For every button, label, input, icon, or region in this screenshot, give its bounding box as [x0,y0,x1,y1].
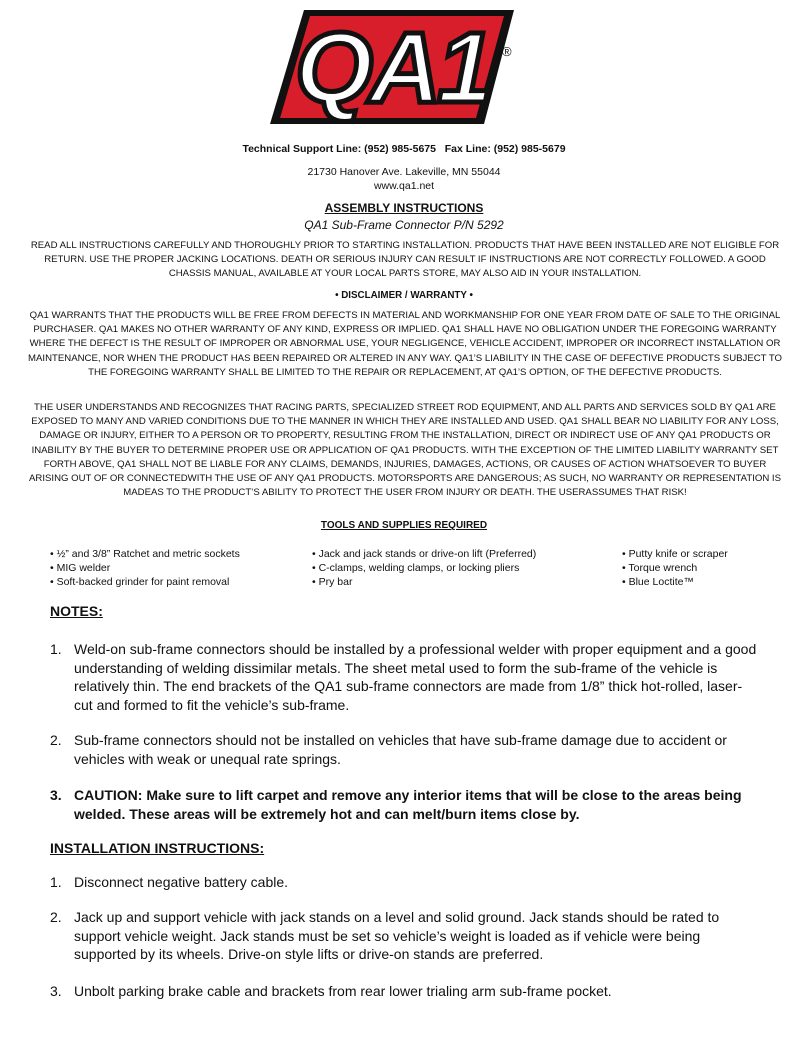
tool-item: • C-clamps, welding clamps, or locking pliers [312,562,520,574]
install-step [50,873,760,892]
user-liability-paragraph: THE USER UNDERSTANDS AND RECOGNIZES THAT RACING PARTS, SPECIALIZED STREET ROD EQUIPMENT, AND ALL PARTS AND SERVICES SOLD BY QA1 ARE EXPOSED TO MANY AND VARIED CONDITIONS DUE TO THE MANNER IN WHICH THEY ARE INSTALLED AND USED. QA1 SHALL BEAR NO LIABILITY FOR ANY LOSS, DAMAGE OR INJURY, EITHER TO A PERSON OR TO PROPERTY, RESULTING FROM THE INSTALLATION, DIRECT OR INDIRECT USE OF ANY QA1 PRODUCTS OR INABILITY BY THE BUYER TO DETERMINE PROPER USE OR APPLICATION OF QA1 PRODUCTS. WITH THE EXCEPTION OF THE LIMITED LIABILITY WARRANTY SET FORTH ABOVE, QA1 SHALL NOT BE LIABLE FOR ANY CLAIMS, DEMANDS, INJURIES, DAMAGES, ACTIONS, OR CAUSES OF ACTION WHATSOEVER TO BUYER ARISING OUT OF OR CONNECTEDWITH THE USE OF ANY QA1 PRODUCTS. MOTORSPORTS ARE DANGEROUS; AS SUCH, NO WARRANTY OR REPRESENTATION IS MADEAS TO THE PRODUCT’S ABILITY TO PROTECT THE USER FROM INJURY OR DEATH. THE USERASSUMES THAT RISK! [29,402,781,499]
warranty-paragraph: QA1 WARRANTS THAT THE PRODUCTS WILL BE FREE FROM DEFECTS IN MATERIAL AND WORKMANSHIP FOR ONE YEAR FROM DATE OF SALE TO THE ORIGINAL PURCHASER. QA1 MAKES NO OTHER WARRANTY OF ANY KIND, EXPRESS OR IMPLIED. QA1 SHALL HAVE NO OBLIGATION UNDER THE FOREGOING WARRANTY WHERE THE DEFECT IS THE RESULT OF IMPROPER OR ABNORMAL USE, YOUR NEGLIGENCE, VEHICLE ACCIDENT, IMPROPER OR INCORRECT INSTALLATION OR MAINTENANCE, NOR WHEN THE PRODUCT HAS BEEN REPAIRED OR ALTERED IN ANY WAY. QA1’S LIABILITY IN THE CASE OF DEFECTIVE PRODUCTS SUBJECT TO THE FOREGOING WARRANTY SHALL BE LIMITED TO THE REPAIR OR REPLACEMENT, AT QA1’S OPTION, OF THE DEFECTIVE PRODUCTS. [28,310,782,378]
step-text: Jack up and support vehicle with jack stands on a level and solid ground. Jack stands should be rated to support vehicle weight. Jack stands must be set so vehicle’s weight is loaded as if vehicle were being supported by its wheels. Drive-on style lifts or drive-on stands are preferred. [74,909,720,962]
intro-paragraph: READ ALL INSTRUCTIONS CAREFULLY AND THOROUGHLY PRIOR TO STARTING INSTALLATION. PRODUCTS THAT HAVE BEEN INSTALLED ARE NOT ELIGIBLE FOR RETURN. USE THE PROPER JACKING LOCATIONS. DEATH OR SERIOUS INJURY CAN RESULT IF INSTRUCTIONS ARE NOT CORRECTLY FOLLOWED. A GOOD CHASSIS MANUAL, AVAILABLE AT YOUR LOCAL PARTS STORE, MAY ALSO AID IN YOUR INSTALLATION. [30,240,780,280]
install-step [50,982,760,1001]
step-number: 1. [50,874,62,890]
notes-heading: NOTES: [50,603,103,619]
tool-item: • Soft-backed grinder for paint removal [50,576,230,588]
caution-text: CAUTION: Make sure to lift carpet and remove any interior items that will be close to the areas being welded. These areas will be extremely hot and can melt/burn items close by. [74,787,742,822]
tool-item: • Blue Loctite™ [622,576,694,588]
contact-line: Technical Support Line: (952) 985-5675 Fax Line: (952) 985-5679 [242,143,566,155]
address-block [0,165,808,193]
tools-column-3 [622,547,728,589]
document-subtitle: QA1 Sub-Frame Connector P/N 5292 [304,218,504,232]
tools-column-2 [312,547,536,589]
note-item [50,731,760,768]
disclaimer-heading: • DISCLAIMER / WARRANTY • [335,290,473,301]
tool-item: • Putty knife or scraper [622,548,728,560]
note-number: 1. [50,641,62,657]
website-link[interactable]: www.qa1.net [373,180,435,192]
install-step [50,908,760,964]
note-text: Weld-on sub-frame connectors should be installed by a professional welder with proper equipment and a good understanding of welding dissimilar metals. The sheet metal used to form the sub-frame of the vehicle is relatively thin. The end brackets of the QA1 sub-frame connectors are made from 1/8” thick hot-rolled, laser-cut and formed to fit the vehicle’s sub-frame. [74,641,757,713]
step-text: Disconnect negative battery cable. [74,874,289,890]
registered-mark: ® [502,44,512,59]
note-number: 2. [50,732,62,748]
qa1-logo [264,6,520,128]
logo-letters: QA1 [295,12,489,124]
note-item-caution [50,786,760,823]
tool-item: • Torque wrench [622,562,698,574]
note-item [50,640,760,714]
note-text: Sub-frame connectors should not be installed on vehicles that have sub-frame damage due to accident or vehicles with weak or unequal rate springs. [74,732,727,767]
document-title: ASSEMBLY INSTRUCTIONS [324,201,484,215]
qa1-logo-graphic [264,6,520,128]
step-text: Unbolt parking brake cable and brackets from rear lower trialing arm sub-frame pocket. [74,983,612,999]
tool-item: • Pry bar [312,576,353,588]
step-number: 2. [50,909,62,925]
tool-item: • Jack and jack stands or drive-on lift (Preferred) [312,548,537,560]
installation-heading: INSTALLATION INSTRUCTIONS: [50,840,265,856]
tool-item: • ½” and 3/8” Ratchet and metric sockets [50,548,240,560]
tools-heading: TOOLS AND SUPPLIES REQUIRED [320,520,488,531]
street-address: 21730 Hanover Ave. Lakeville, MN 55044 [307,166,501,178]
note-number: 3. [50,787,62,803]
tool-item: • MIG welder [50,562,111,574]
step-number: 3. [50,983,62,999]
tools-column-1 [50,547,240,589]
